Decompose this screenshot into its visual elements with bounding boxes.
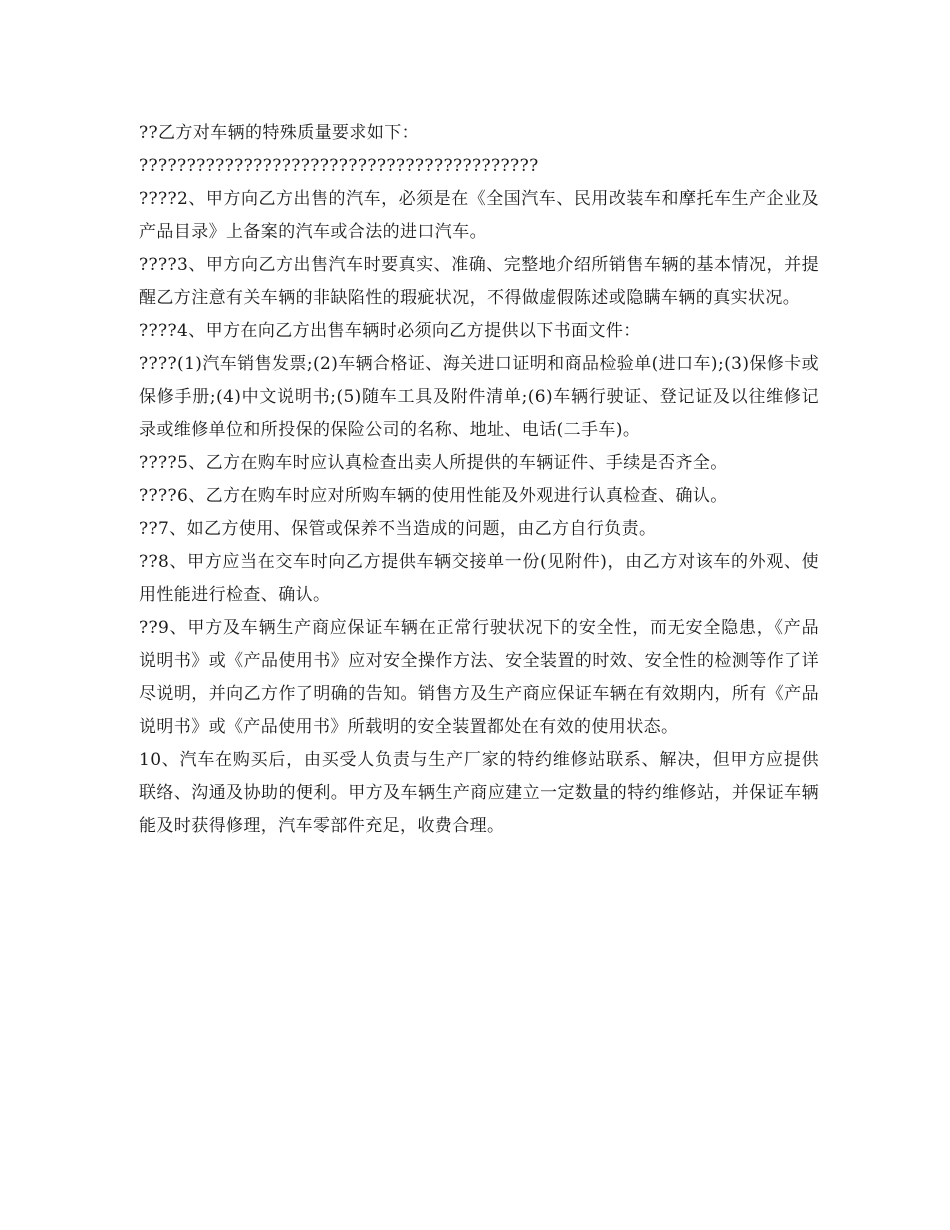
paragraph-placeholder-line: ??????????????????????????????????????????: [139, 156, 539, 176]
paragraph-clause-10: 10、汽车在购买后，由买受人负责与生产厂家的特约维修站联系、解决，但甲方应提供联络、沟通及协助的便利。甲方及车辆生产商应建立一定数量的特约维修站，并保证车辆能及时获得修理，汽车零部件充足，收费合理。: [139, 750, 819, 836]
paragraph-clause-3: ????3、甲方向乙方出售汽车时要真实、准确、完整地介绍所销售车辆的基本情况，并提醒乙方注意有关车辆的非缺陷性的瑕疵状况，不得做虚假陈述或隐瞒车辆的真实状况。: [139, 255, 819, 308]
paragraph-quality-requirements: ??乙方对车辆的特殊质量要求如下：: [139, 123, 420, 143]
paragraph-clause-2: ????2、甲方向乙方出售的汽车，必须是在《全国汽车、民用改装车和摩托车生产企业及产品目录》上备案的汽车或合法的进口汽车。: [139, 189, 819, 242]
paragraph-clause-9: ??9、甲方及车辆生产商应保证车辆在正常行驶状况下的安全性，而无安全隐患，《产品说明书》或《产品使用书》应对安全操作方法、安全装置的时效、安全性的检测等作了详尽说明，并向乙方作了明确的告知。销售方及生产商应保证车辆在有效期内，所有《产品说明书》或《产品使用书》所载明的安全装置都处在有效的使用状态。: [139, 618, 819, 737]
paragraph-clause-6: ????6、乙方在购车时应对所购车辆的使用性能及外观进行认真检查、确认。: [139, 486, 728, 506]
paragraph-clause-7: ??7、如乙方使用、保管或保养不当造成的问题，由乙方自行负责。: [139, 519, 657, 539]
paragraph-clause-4: ????4、甲方在向乙方出售车辆时必须向乙方提供以下书面文件：: [139, 321, 641, 341]
paragraph-clause-5: ????5、乙方在购车时应认真检查出卖人所提供的车辆证件、手续是否齐全。: [139, 453, 728, 473]
paragraph-clause-4-documents: ????(1)汽车销售发票;(2)车辆合格证、海关进口证明和商品检验单(进口车);(3)保修卡或保修手册;(4)中文说明书;(5)随车工具及附件清单;(6)车辆行驶证、登记证及以往维修记录或维修单位和所投保的保险公司的名称、地址、电话(二手车)。: [139, 354, 819, 440]
document-body: [139, 117, 819, 843]
paragraph-clause-8: ??8、甲方应当在交车时向乙方提供车辆交接单一份(见附件)，由乙方对该车的外观、使用性能进行检查、确认。: [139, 552, 819, 605]
